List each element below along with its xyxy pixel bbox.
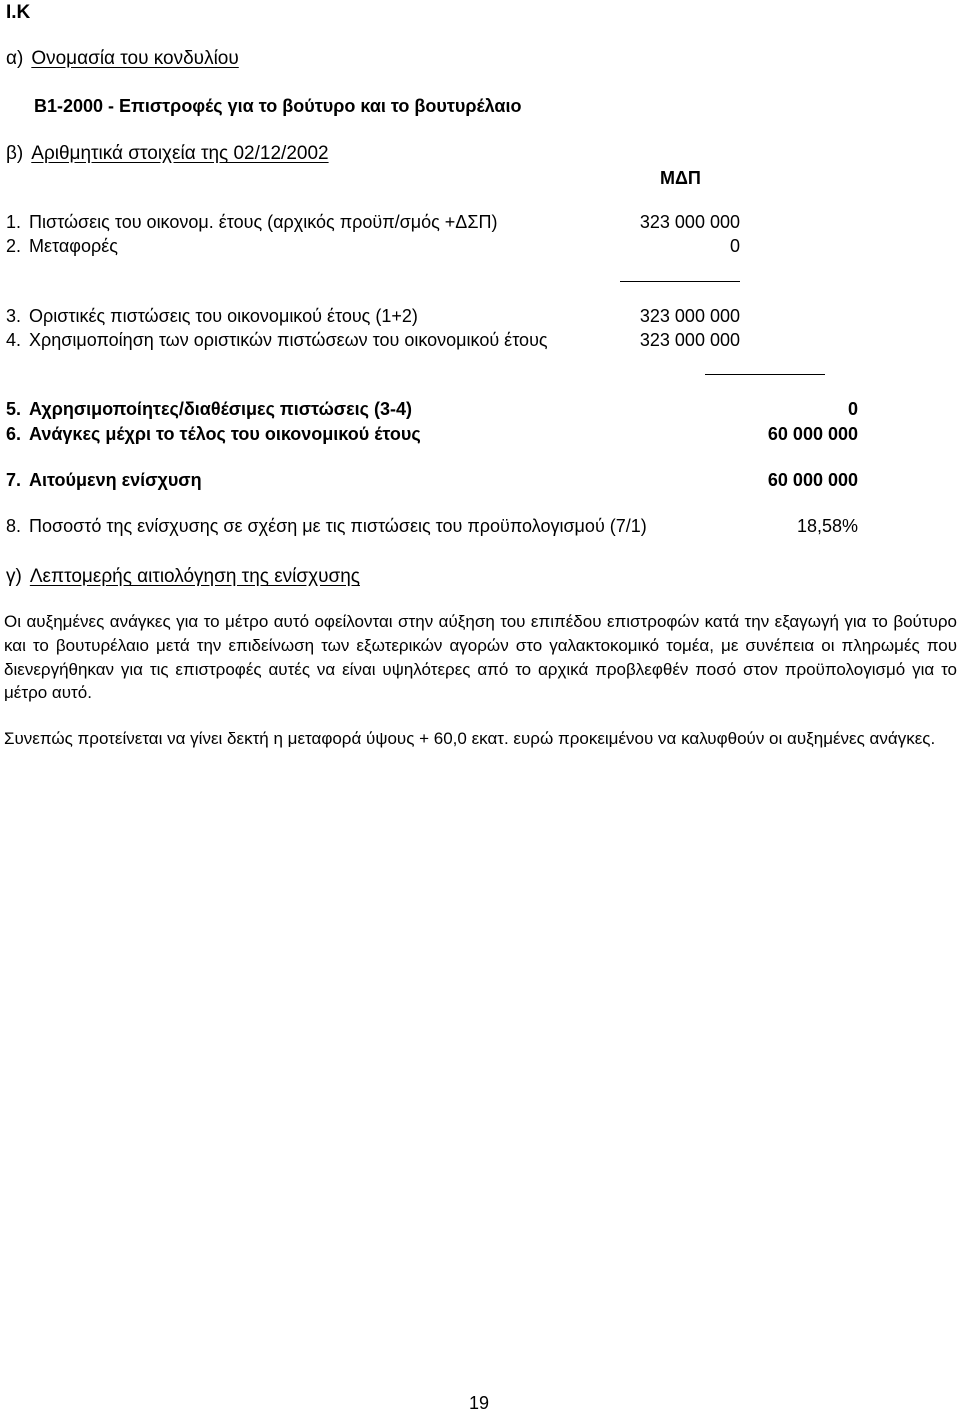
- row-4: [6, 330, 548, 351]
- row-number: 4.: [6, 330, 22, 350]
- row-2-value: 0: [729, 236, 740, 256]
- currency-header: ΜΔΠ: [660, 168, 701, 188]
- row-number: 8.: [6, 516, 22, 536]
- row-number: 7.: [6, 470, 22, 490]
- row-label: Αχρησιμοποίητες/διαθέσιμες πιστώσεις (3-4): [29, 399, 412, 419]
- row-5-value: 0: [847, 399, 858, 419]
- row-4-value: 323 000 000: [639, 330, 740, 350]
- row-label: Πιστώσεις του οικονομ. έτους (αρχικός προϋπ/σμός +ΔΣΠ): [29, 212, 498, 232]
- row-number: 2.: [6, 236, 22, 256]
- heading-c: [6, 566, 360, 588]
- heading-a: [6, 48, 239, 70]
- row-7-value: 60 000 000: [767, 470, 858, 490]
- row-7: [6, 470, 202, 491]
- page-number: 19: [469, 1393, 490, 1413]
- row-number: 1.: [6, 212, 22, 232]
- row-3-value: 323 000 000: [639, 306, 740, 326]
- row-label: Χρησιμοποίηση των οριστικών πιστώσεων του οικονομικού έτους: [29, 330, 548, 350]
- justification-paragraph-1: Οι αυξημένες ανάγκες για το μέτρο αυτό οφείλονται στην αύξηση του επιπέδου επιστροφών κατά την εξαγωγή για το βούτυρο και το βουτυρέλαιο μετά την επιδείνωση των εξωτερικών αγορών στο γαλακτοκομικό τομέα, με συνέπεια οι πληρωμές που διενεργήθηκαν για τις επιστροφές αυτές να είναι υψηλότερες από το αρχικά προβλεφθέν ποσό στον προϋπολογισμό για το μέτρο αυτό.: [4, 612, 957, 703]
- row-label: Μεταφορές: [29, 236, 118, 256]
- heading-c-text: Λεπτομερής αιτιολόγηση της ενίσχυσης: [29, 566, 360, 587]
- row-6-value: 60 000 000: [767, 424, 858, 444]
- row-8-value: 18,58%: [796, 516, 858, 536]
- row-1: [6, 212, 497, 233]
- section-code: I.K: [6, 2, 31, 23]
- row-label: Αιτούμενη ενίσχυση: [29, 470, 202, 490]
- row-1-value: 323 000 000: [639, 212, 740, 232]
- row-number: 3.: [6, 306, 22, 326]
- row-number: 5.: [6, 399, 22, 419]
- row-label: Ανάγκες μέχρι το τέλος του οικονομικού έτους: [29, 424, 421, 444]
- row-8: [6, 516, 647, 537]
- heading-b-marker: β): [6, 143, 24, 164]
- row-6: [6, 424, 421, 445]
- row-label: Οριστικές πιστώσεις του οικονομικού έτους (1+2): [29, 306, 418, 326]
- row-label: Ποσοστό της ενίσχυσης σε σχέση με τις πιστώσεις του προϋπολογισμού (7/1): [29, 516, 647, 536]
- heading-c-marker: γ): [6, 566, 22, 587]
- justification-paragraph-2: Συνεπώς προτείνεται να γίνει δεκτή η μεταφορά ύψους + 60,0 εκατ. ευρώ προκειμένου να καλυφθούν οι αυξημένες ανάγκες.: [4, 729, 936, 748]
- subtotal-rule-2: [705, 374, 825, 375]
- row-3: [6, 306, 418, 327]
- row-2: [6, 236, 118, 257]
- subtotal-rule-1: [620, 281, 740, 282]
- heading-a-marker: α): [6, 48, 24, 69]
- item-title: B1-2000 - Επιστροφές για το βούτυρο και το βουτυρέλαιο: [34, 96, 522, 116]
- heading-a-text: Ονομασία του κονδυλίου: [31, 48, 239, 69]
- heading-b-text: Αριθμητικά στοιχεία της 02/12/2002: [31, 143, 329, 164]
- row-number: 6.: [6, 424, 22, 444]
- heading-b: [6, 143, 329, 165]
- row-5: [6, 399, 412, 420]
